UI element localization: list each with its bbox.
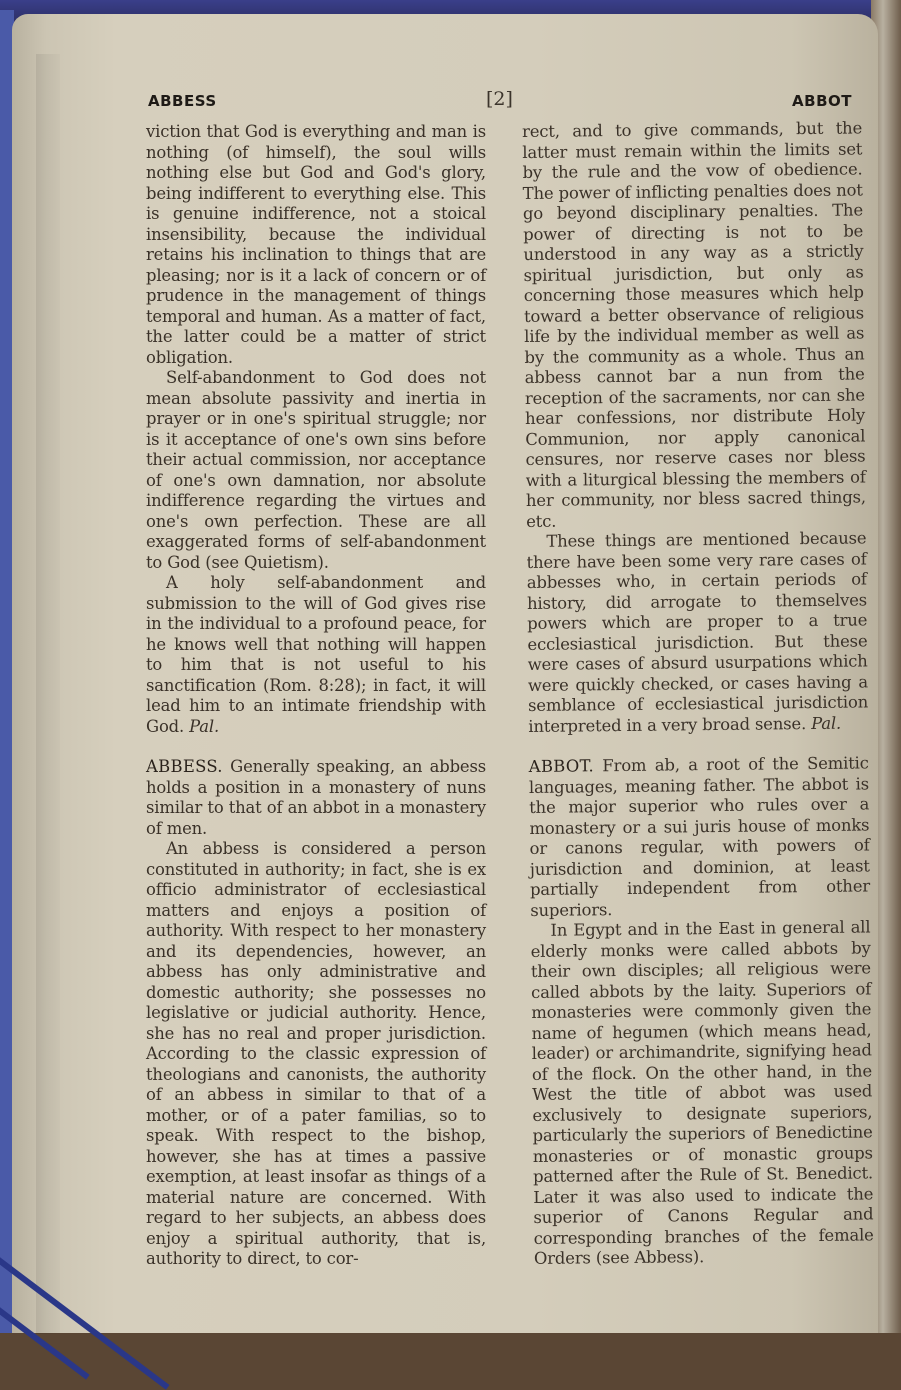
page-gutter-shadow [36,54,60,1334]
page-number: [2] [486,88,513,110]
entry-abbess [146,757,486,839]
author-signature: Pal. [811,713,842,733]
left-column [146,122,486,1270]
entry-heading: ABBESS. [146,757,223,776]
paragraph [146,573,486,737]
paragraph-text: These things are mentioned because there have been some very rare cases of abbesses who, in certain periods of history, did arrogate to themselves powers which are proper to a true ecclesiastical jurisdiction. But these were cases of absurd usurpations which were quickly checked, or cases having a semblance of ecclesiastical jurisdiction interpreted in a very broad sense. [526,528,869,736]
paragraph-text: A holy self-abandonment and submission to the will of God gives rise in the individual to a profound peace, for he knows well that nothing will happen to him that is not useful to his sanctification (Rom. 8:28); in fact, it will lead him to an intimate friendship with God. [146,573,486,736]
entry-heading: ABBOT. [528,756,595,776]
paragraph: viction that God is everything and man is nothing (of himself), the soul wills nothing else but God and God's glory, being indifferent to everything else. This is genuine indifference, not a stoical insensibility, because the individual retains his inclination to things that are pleasing; nor is it a lack of concern or of prudence in the management of things temporal and human. As a matter of fact, the latter could be a matter of strict obligation. [146,122,486,367]
header-right-term: ABBOT [792,92,852,110]
paragraph-text: Generally speaking, an abbess holds a position in a monastery of nuns similar to that of an abbot in a monastery of men. [146,757,486,838]
entry-abbot [529,753,871,921]
cover-stripe [0,1253,170,1390]
right-column [522,118,874,1269]
author-signature: Pal. [189,716,220,736]
header-left-term: ABBESS [148,92,217,110]
paragraph: An abbess is considered a person constituted in authority; in fact, she is ex officio administrator of ecclesiastical matters and enjoys a position of authority. With respect to her monastery and its dependencies, however, an abbess has only administrative and domestic authority; she possesses no legislative or judicial authority. Hence, she has no real and proper jurisdiction. According to the classic expression of theologians and canonists, the authority of an abbess in similar to that of a mother, or of a pater familias, so to speak. With respect to the bishop, however, she has at times a passive exemption, at least insofar as things of a material nature are concerned. With regard to her subjects, an abbess does enjoy a spiritual authority, that is, authority to direct, to cor- [146,839,486,1268]
paragraph [526,528,868,737]
paragraph-text: From ab, a root of the Semitic languages, meaning father. The abbot is the major superior who rules over a monastery or a sui juris house of monks or canons regular, with powers of jurisdiction and dominion, at least partially independent from other superiors. [528,753,871,920]
paragraph: In Egypt and in the East in general all elderly monks were called abbots by their own disciples; all religious were called abbots by the laity. Superiors of monasteries were commonly given the name of hegumen (which means head, leader) or archimandrite, signifying head of the flock. On the other hand, in the West the title of abbot was used exclusively to designate superiors, particularly the superiors of Benedictine monasteries or of monastic groups patterned after the Rule of St. Benedict. Later it was also used to indicate the superior of Canons Regular and corresponding branches of the female Orders (see Abbess). [530,917,874,1268]
running-header [148,88,852,118]
paragraph: Self-abandonment to God does not mean absolute passivity and inertia in prayer or in one's spiritual struggle; nor is it acceptance of one's own sins before their actual commission, nor acceptance of one's own damnation, nor absolute indifference regarding the virtues and one's own perfection. These are all exaggerated forms of self-abandonment to God (see Quietism). [146,368,486,572]
paragraph: rect, and to give commands, but the latter must remain within the limits set by the rule and the vow of obedience. The power of inflicting penalties does not go beyond disciplinary penalties. The power of directing is not to be understood in any way as a strictly spiritual jurisdiction, but only as concerning those measures which help toward a better observance of religious life by the individual member as well as by the community as a whole. Thus an abbess cannot bar a nun from the reception of the sacraments, nor can she hear confessions, nor distribute Holy Communion, nor apply canonical censures, nor reserve cases nor bless with a liturgical blessing the members of her community, nor bless sacred things, etc. [522,118,867,531]
